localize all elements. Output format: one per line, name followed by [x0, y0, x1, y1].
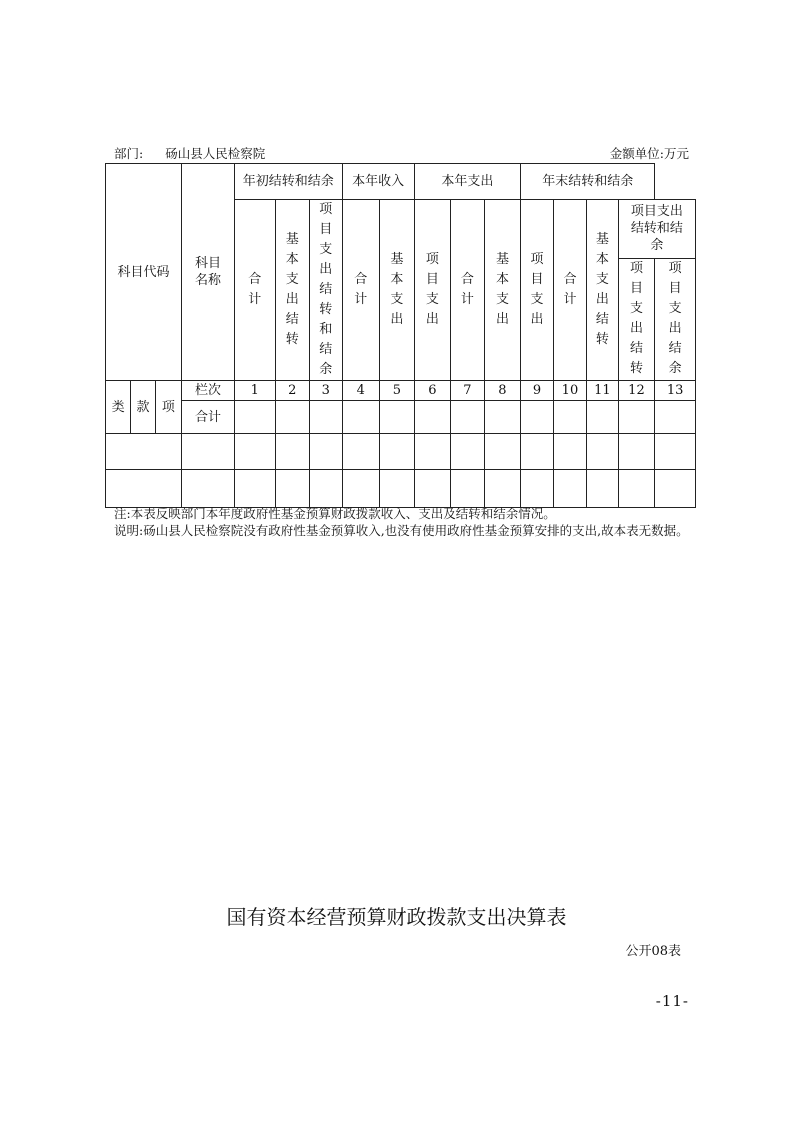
table-cell: [655, 401, 696, 434]
subject-name-header: 科目名称: [182, 164, 235, 381]
column-number: 8: [484, 381, 521, 401]
opening-total-header: 合计: [234, 200, 275, 381]
column-number: 1: [234, 381, 275, 401]
table-cell: [587, 434, 618, 470]
table-cell: [310, 401, 342, 434]
table-cell: [106, 470, 182, 508]
table-cell: [618, 434, 655, 470]
annual-expense-header: 本年支出: [414, 164, 521, 200]
expense-basic-header: 基本支出: [484, 200, 521, 381]
column-number: 12: [618, 381, 655, 401]
column-label: 栏次: [182, 381, 235, 401]
annual-income-header: 本年收入: [342, 164, 414, 200]
table-explanation: 说明:砀山县人民检察院没有政府性基金预算收入,也没有使用政府性基金预算安排的支出,故本表无数据。: [114, 522, 689, 538]
table-cell: [451, 470, 485, 508]
table-cell: [521, 401, 553, 434]
closing-balance-header: 年末结转和结余: [521, 164, 655, 200]
table-cell: [587, 401, 618, 434]
income-project-header: 项目支出: [414, 200, 451, 381]
table-cell: [414, 434, 451, 470]
table-cell: [414, 401, 451, 434]
column-number: 5: [380, 381, 415, 401]
table-cell: [553, 434, 587, 470]
department-name: 砀山县人民检察院: [165, 146, 266, 161]
income-basic-header: 基本支出: [380, 200, 415, 381]
column-number: 9: [521, 381, 553, 401]
table-cell: [655, 434, 696, 470]
table-cell: [380, 434, 415, 470]
opening-project-carry-balance-header: 项目支出结转和结余: [310, 200, 342, 381]
table-cell: [182, 434, 235, 470]
table-cell: [234, 470, 275, 508]
closing-total-header: 合计: [553, 200, 587, 381]
amount-unit: 金额单位:万元: [609, 146, 689, 161]
opening-balance-header: 年初结转和结余: [234, 164, 342, 200]
column-number: 4: [342, 381, 380, 401]
expense-project-header: 项目支出: [521, 200, 553, 381]
table-cell: [414, 470, 451, 508]
budget-table: [105, 163, 696, 508]
notes: [114, 506, 699, 539]
subject-code-header: 科目代码: [106, 164, 182, 381]
table-row: [106, 434, 696, 470]
table-cell: [484, 470, 521, 508]
table-cell: [275, 434, 310, 470]
opening-basic-carry-header: 基本支出结转: [275, 200, 310, 381]
table-cell: [553, 470, 587, 508]
table-row: [106, 470, 696, 508]
page-number: -11-: [655, 992, 689, 1010]
table-cell: [655, 470, 696, 508]
next-table-title: 国有资本经营预算财政拨款支出决算表: [226, 905, 567, 929]
table-cell: [310, 434, 342, 470]
category-xiang-header: 项: [155, 381, 181, 434]
table-cell: [275, 470, 310, 508]
table-cell: [451, 434, 485, 470]
column-number: 2: [275, 381, 310, 401]
total-row-label: 合计: [182, 401, 235, 434]
table-cell: [234, 401, 275, 434]
table-cell: [342, 434, 380, 470]
table-cell: [521, 434, 553, 470]
department-label: 部门:: [114, 146, 144, 161]
column-number: 3: [310, 381, 342, 401]
table-cell: [310, 470, 342, 508]
table-cell: [618, 470, 655, 508]
category-kuan-header: 款: [131, 381, 155, 434]
table-cell: [587, 470, 618, 508]
table-cell: [484, 401, 521, 434]
table-cell: [106, 434, 182, 470]
category-lei-header: 类: [106, 381, 131, 434]
table-note: 注:本表反映部门本年度政府性基金预算财政拨款收入、支出及结转和结余情况。: [114, 506, 556, 521]
table-cell: [342, 401, 380, 434]
column-number: 10: [553, 381, 587, 401]
closing-project-balance-header: 项目支出结余: [655, 258, 696, 380]
table-cell: [618, 401, 655, 434]
column-number: 7: [451, 381, 485, 401]
column-number: 6: [414, 381, 451, 401]
expense-total-header: 合计: [451, 200, 485, 381]
income-total-header: 合计: [342, 200, 380, 381]
closing-project-carry-header: 项目支出结转: [618, 258, 655, 380]
form-number: 公开08表: [625, 944, 681, 959]
table-cell: [380, 470, 415, 508]
table-cell: [342, 470, 380, 508]
table-cell: [451, 401, 485, 434]
table-cell: [275, 401, 310, 434]
closing-project-header: 项目支出结转和结余: [618, 200, 695, 259]
department-line: [114, 146, 265, 162]
closing-basic-carry-header: 基本支出结转: [587, 200, 618, 381]
table-cell: [521, 470, 553, 508]
table-cell: [234, 434, 275, 470]
column-number: 11: [587, 381, 618, 401]
table-cell: [380, 401, 415, 434]
table-cell: [484, 434, 521, 470]
column-number: 13: [655, 381, 696, 401]
table-cell: [182, 470, 235, 508]
table-cell: [553, 401, 587, 434]
